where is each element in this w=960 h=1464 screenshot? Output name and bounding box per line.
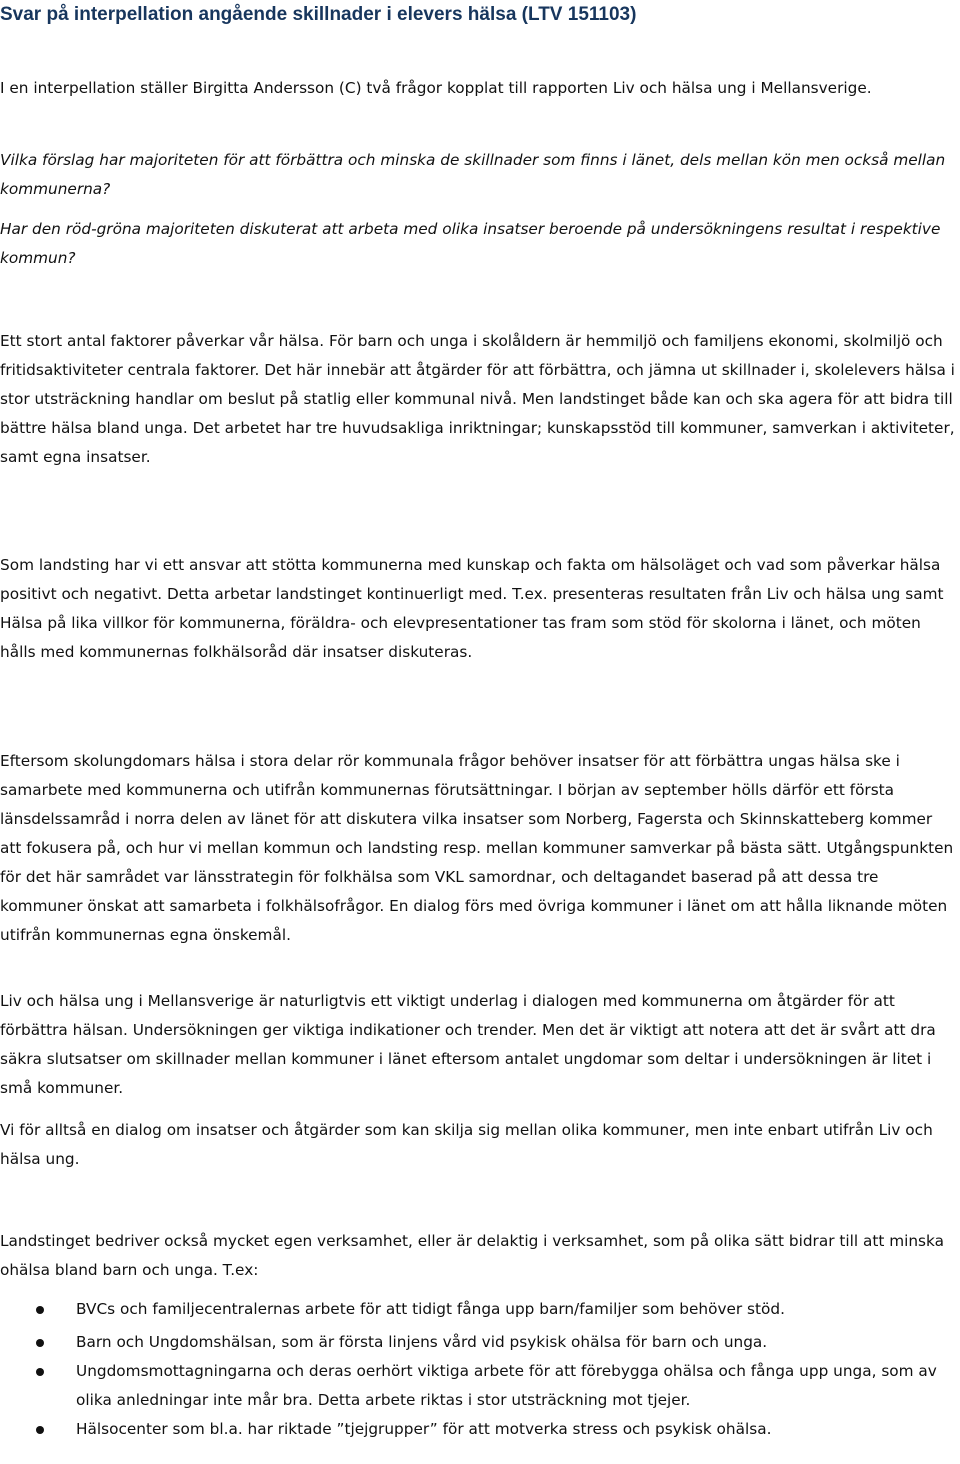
bullet-icon	[36, 1306, 44, 1314]
question-2: Har den röd-gröna majoriteten diskuterat att arbeta med olika insatser beroende på undersökningens resultat i respektive kommun?	[0, 220, 941, 267]
list-item	[0, 1295, 958, 1324]
list-item	[0, 1415, 958, 1444]
list-item-text: Ungdomsmottagningarna och deras oerhört viktiga arbete för att förebygga ohälsa och fånga upp unga, som av olika anledningar inte mår bra. Detta arbete riktas i stor utsträckning mot tjejer.	[76, 1362, 937, 1409]
paragraph-factors: Ett stort antal faktorer påverkar vår hälsa. För barn och unga i skolåldern är hemmiljö och familjens ekonomi, skolmiljö och fritidsaktiviteter centrala faktorer. Det här innebär att åtgärder för att förbättra, och jämna ut skillnader i, skolelevers hälsa i stor utsträckning handlar om beslut på statlig eller kommunal nivå. Men landstinget både kan och ska agera för att bidra till bättre hälsa bland unga. Det arbetet har tre huvudsakliga inriktningar; kunskapsstöd till kommuner, samverkan i aktiviteter, samt egna insatser.	[0, 332, 955, 466]
paragraph-dialog: Vi för alltså en dialog om insatser och åtgärder som kan skilja sig mellan olika kommuner, men inte enbart utifrån Liv och hälsa ung.	[0, 1121, 933, 1168]
paragraph-cooperation: Eftersom skolungdomars hälsa i stora delar rör kommunala frågor behöver insatser för att förbättra ungas hälsa ske i samarbete med kommunerna och utifrån kommunernas förutsättningar. I början av september hölls därför ett första länsdelssamråd i norra delen av länet för att diskutera vilka insatser som Norberg, Fagersta och Skinnskatteberg kommer att fokusera på, och hur vi mellan kommun och landsting resp. mellan kommuner samverkar på bästa sätt. Utgångspunkten för det här samrådet var länsstrategin för folkhälsa som VKL samordnar, och deltagandet baserad på att dessa tre kommuner önskat att samarbeta i folkhälsofrågor. En dialog förs med övriga kommuner i länet om att hålla liknande möten utifrån kommunernas egna önskemål.	[0, 752, 954, 944]
bullet-icon	[36, 1426, 44, 1434]
list-item	[0, 1357, 958, 1415]
document-title: Svar på interpellation angående skillnader i elevers hälsa (LTV 151103)	[0, 4, 637, 25]
paragraph-own-activities: Landstinget bedriver också mycket egen verksamhet, eller är delaktig i verksamhet, som på olika sätt bidrar till att minska ohälsa bland barn och unga. T.ex:	[0, 1232, 944, 1279]
list-item-text: BVCs och familjecentralernas arbete för att tidigt fånga upp barn/familjer som behöver stöd.	[76, 1300, 785, 1318]
paragraph-knowledge-support: Som landsting har vi ett ansvar att stötta kommunerna med kunskap och fakta om hälsoläget och vad som påverkar hälsa positivt och negativt. Detta arbetar landstinget kontinuerligt med. T.ex. presenteras resultaten från Liv och hälsa ung samt Hälsa på lika villkor för kommunerna, föräldra- och elevpresentationer tas fram som stöd för skolorna i länet, och möten hålls med kommunernas folkhälsoråd där insatser diskuteras.	[0, 556, 944, 661]
list-item	[0, 1328, 958, 1357]
question-1: Vilka förslag har majoriteten för att förbättra och minska de skillnader som finns i länet, dels mellan kön men också mellan kommunerna?	[0, 151, 946, 198]
bullet-icon	[36, 1368, 44, 1376]
paragraph-survey: Liv och hälsa ung i Mellansverige är naturligtvis ett viktigt underlag i dialogen med kommunerna om åtgärder för att förbättra hälsan. Undersökningen ger viktiga indikationer och trender. Men det är viktigt att notera att det är svårt att dra säkra slutsatser om skillnader mellan kommuner i länet eftersom antalet ungdomar som deltar i undersökningen är litet i små kommuner.	[0, 992, 936, 1097]
bullet-icon	[36, 1339, 44, 1347]
activities-list	[0, 1295, 958, 1444]
list-item-text: Barn och Ungdomshälsan, som är första linjens vård vid psykisk ohälsa för barn och unga.	[76, 1333, 768, 1351]
list-item-text: Hälsocenter som bl.a. har riktade ”tjejgrupper” för att motverka stress och psykisk ohälsa.	[76, 1420, 772, 1438]
intro-paragraph: I en interpellation ställer Birgitta Andersson (C) två frågor kopplat till rapporten Liv och hälsa ung i Mellansverige.	[0, 79, 872, 97]
